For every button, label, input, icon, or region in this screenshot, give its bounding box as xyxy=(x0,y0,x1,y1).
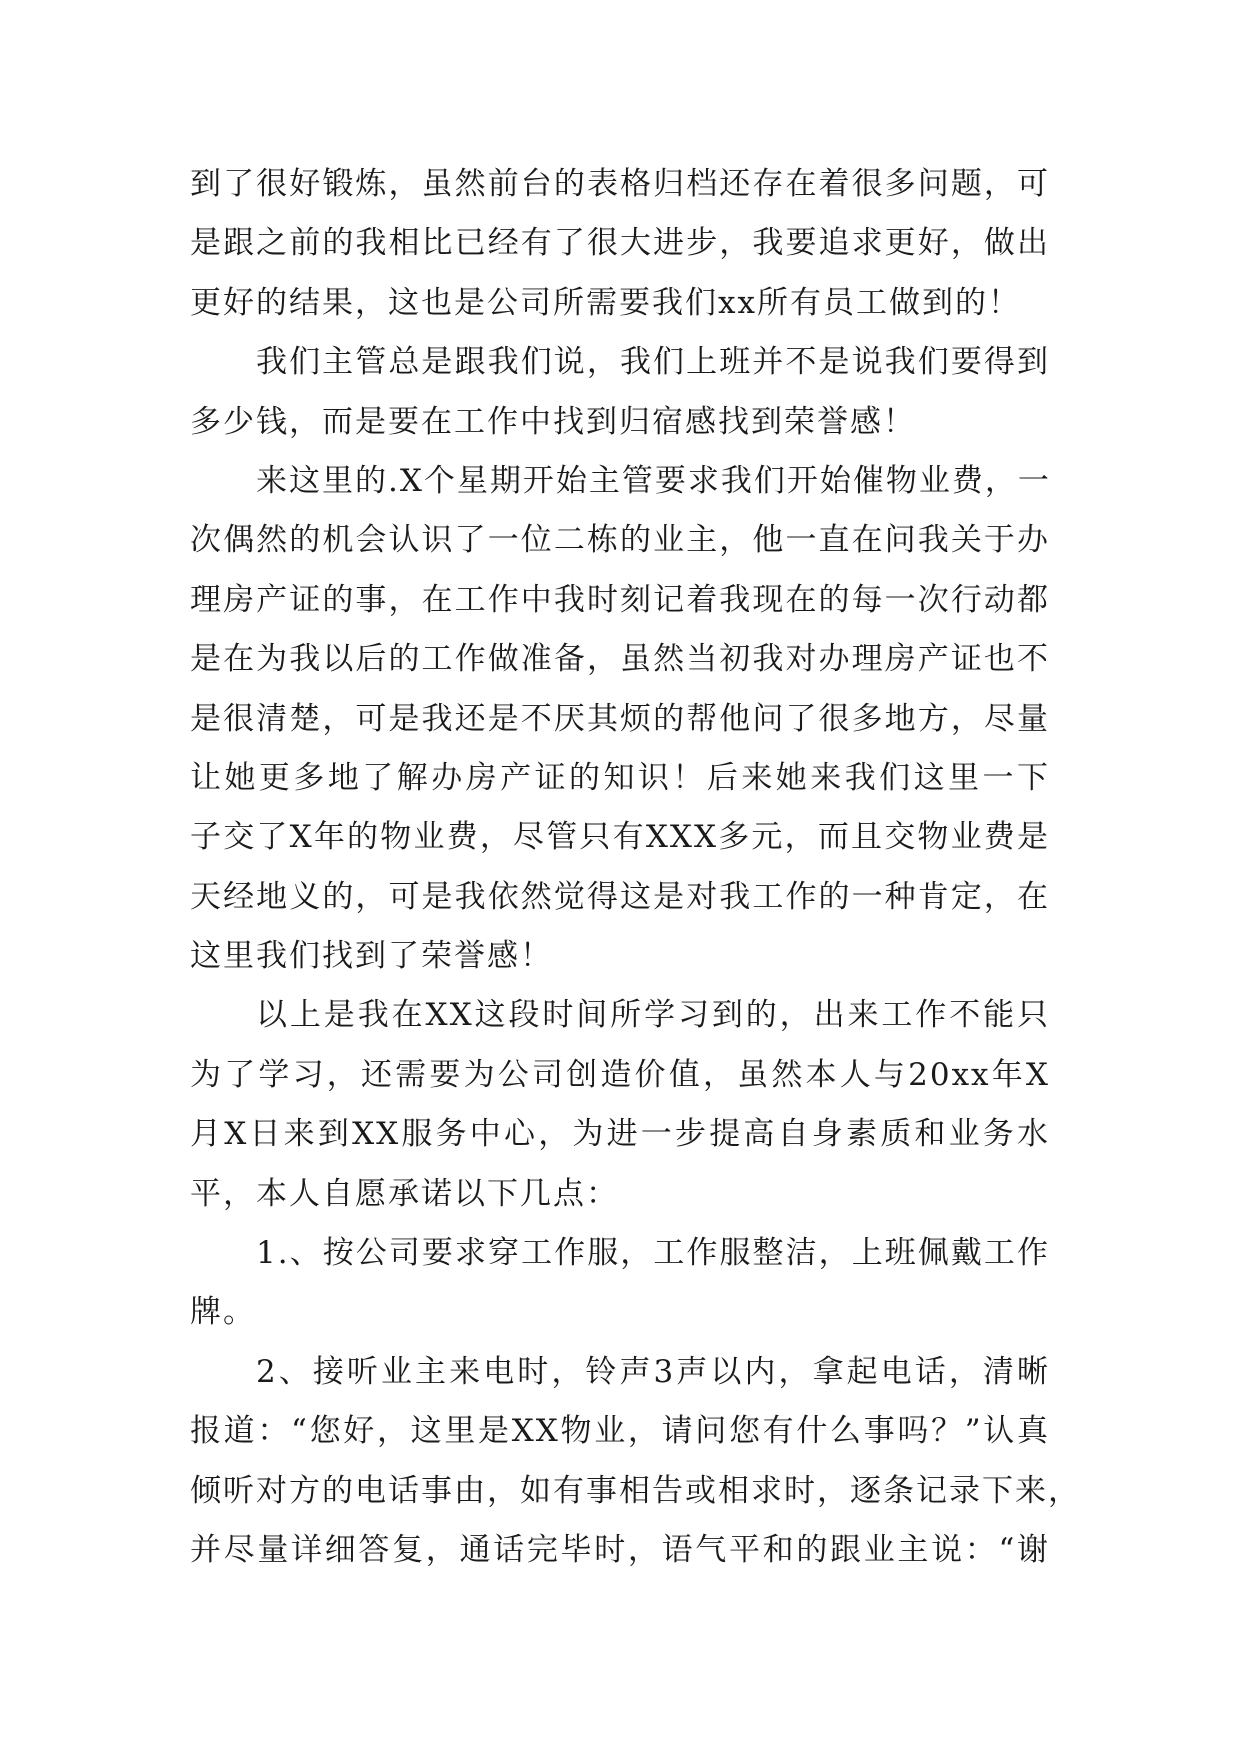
text-line: 1.、按公司要求穿工作服，工作服整洁，上班佩戴工作 xyxy=(256,1235,1050,1272)
text-line: 月X日来到XX服务中心，为进一步提高自身素质和业务水 xyxy=(190,1116,1050,1153)
text-line: 子交了X年的物业费，尽管只有XXX多元，而且交物业费是 xyxy=(190,819,1050,856)
text-line: 是很清楚，可是我还是不厌其烦的帮他问了很多地方，尽量 xyxy=(190,700,1050,737)
paragraph xyxy=(190,1343,1081,1581)
text-line: 以上是我在XX这段时间所学习到的，出来工作不能只 xyxy=(256,997,1050,1034)
paragraph xyxy=(190,155,1050,333)
text-line: 理房产证的事，在工作中我时刻记着我现在的每一次行动都 xyxy=(190,581,1050,618)
text-line: 是在为我以后的工作做准备，虽然当初我对办理房产证也不 xyxy=(190,641,1050,678)
text-line: 来这里的.X个星期开始主管要求我们开始催物业费，一 xyxy=(256,462,1051,499)
paragraph xyxy=(190,333,1050,452)
text-line: 倾听对方的电话事由，如有事相告或相求时，逐条记录下来， xyxy=(190,1472,1081,1509)
text-line: 让她更多地了解办房产证的知识！后来她来我们这里一下 xyxy=(190,759,1050,796)
text-line: 天经地义的，可是我依然觉得这是对我工作的一种肯定，在 xyxy=(190,878,1050,915)
paragraph xyxy=(190,1224,1050,1343)
text-line: 更好的结果，这也是公司所需要我们xx所有员工做到的！ xyxy=(190,284,1021,321)
text-line: 这里我们找到了荣誉感！ xyxy=(190,938,553,975)
paragraph xyxy=(190,452,1050,987)
document-body xyxy=(190,155,1081,1580)
text-line: 2、接听业主来电时，铃声3声以内，拿起电话，清晰 xyxy=(256,1353,1050,1390)
text-line: 我们主管总是跟我们说，我们上班并不是说我们要得到 xyxy=(256,344,1050,381)
paragraph xyxy=(190,986,1050,1224)
text-line: 为了学习，还需要为公司创造价值，虽然本人与20xx年X xyxy=(190,1056,1050,1093)
text-line: 到了很好锻炼，虽然前台的表格归档还存在着很多问题，可 xyxy=(190,166,1050,202)
text-line: 多少钱，而是要在工作中找到归宿感找到荣誉感！ xyxy=(190,403,916,440)
text-line: 是跟之前的我相比已经有了很大进步，我要追求更好，做出 xyxy=(190,225,1050,262)
text-line: 平，本人自愿承诺以下几点： xyxy=(190,1175,619,1212)
text-line: 报道：“您好，这里是XX物业，请问您有什么事吗？”认真 xyxy=(190,1413,1050,1450)
text-line: 并尽量详细答复，通话完毕时，语气平和的跟业主说：“谢 xyxy=(190,1531,1050,1568)
text-line: 次偶然的机会认识了一位二栋的业主，他一直在问我关于办 xyxy=(190,522,1050,559)
text-line: 牌。 xyxy=(190,1294,256,1331)
